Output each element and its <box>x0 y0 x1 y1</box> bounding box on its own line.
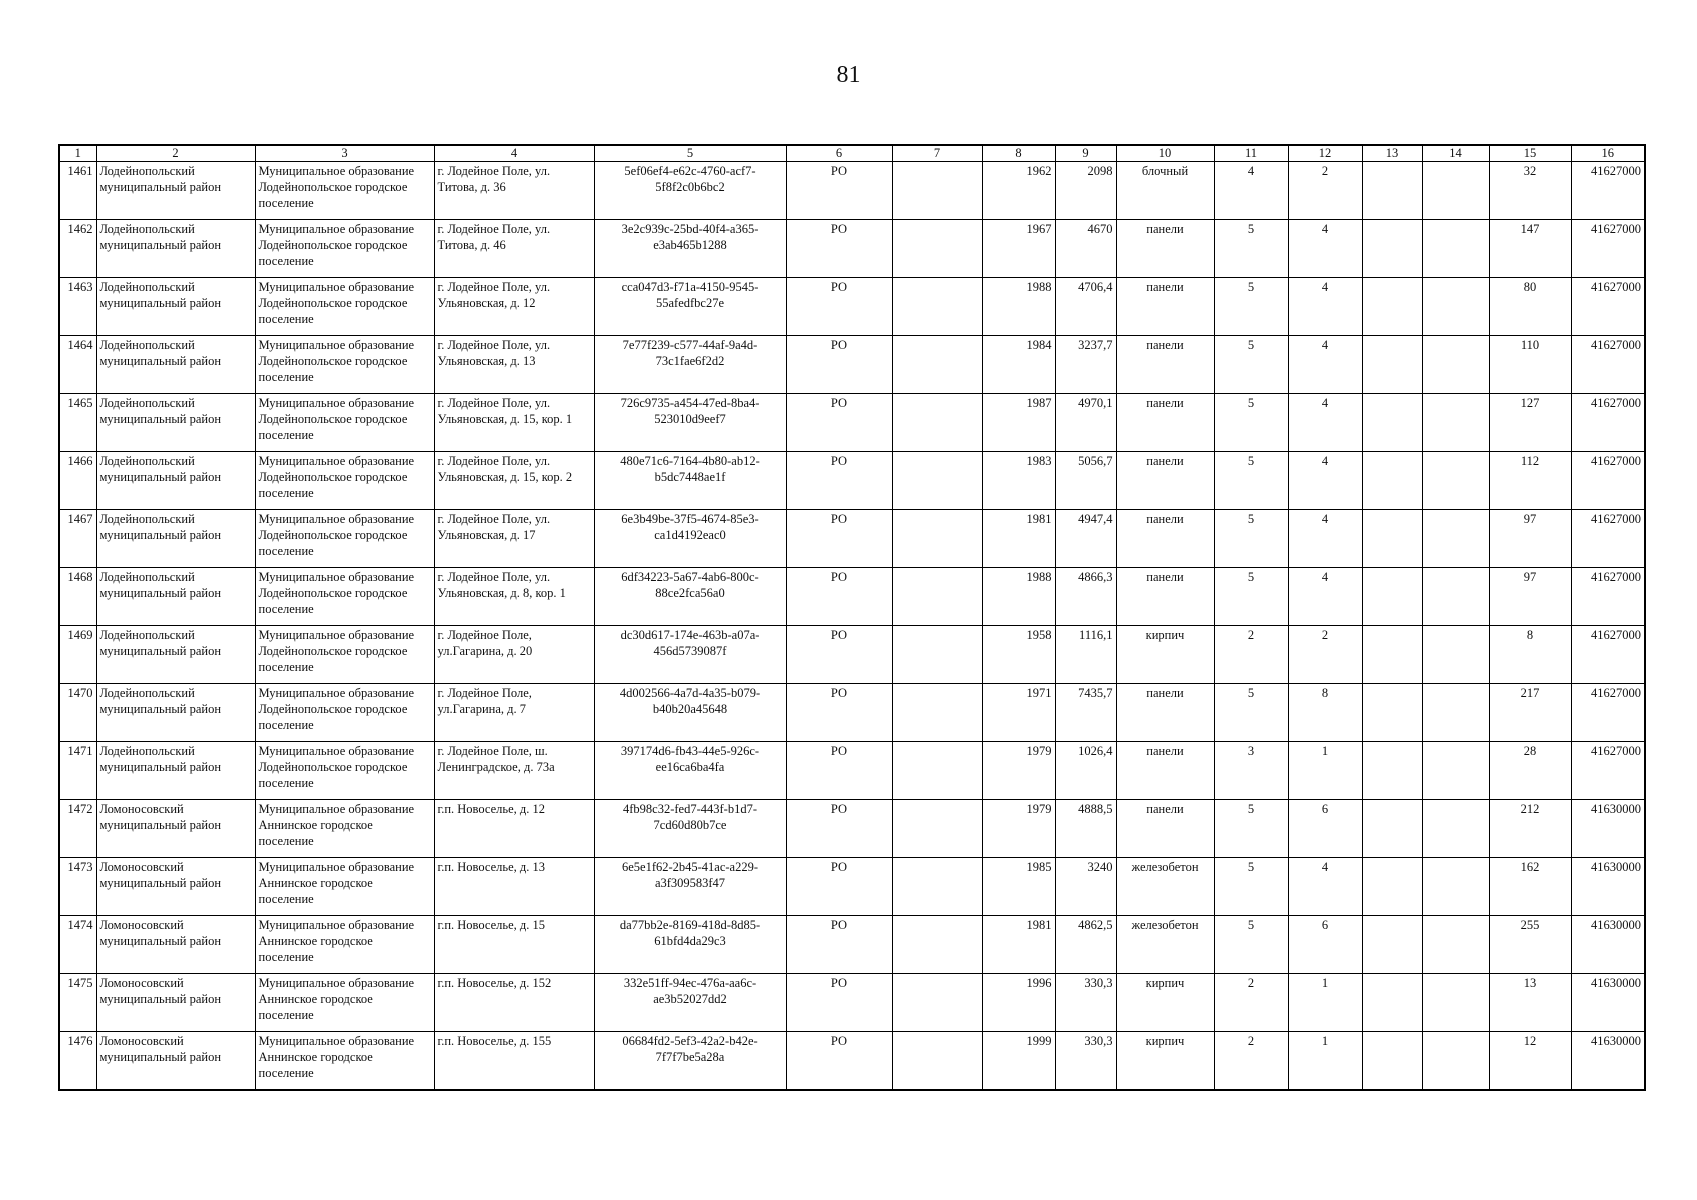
row-number-cell: 1466 <box>59 452 96 510</box>
column-13-cell <box>1362 684 1422 742</box>
row-number-cell: 1471 <box>59 742 96 800</box>
row-number-cell: 1474 <box>59 916 96 974</box>
wall-material-cell: панели <box>1116 220 1214 278</box>
area-cell: 4970,1 <box>1055 394 1116 452</box>
area-cell: 4670 <box>1055 220 1116 278</box>
municipality-cell: Муниципальное образование Лодейнопольское городское поселение <box>255 278 434 336</box>
address-cell: г.п. Новоселье, д. 15 <box>434 916 594 974</box>
area-cell: 2098 <box>1055 162 1116 220</box>
column-6-cell: РО <box>786 1032 892 1090</box>
column-6-cell: РО <box>786 916 892 974</box>
oktmo-cell: 41630000 <box>1571 974 1645 1032</box>
column-15-cell: 162 <box>1489 858 1571 916</box>
column-7-cell <box>892 394 982 452</box>
oktmo-cell: 41627000 <box>1571 510 1645 568</box>
address-cell: г. Лодейное Поле, ул. Ульяновская, д. 12 <box>434 278 594 336</box>
oktmo-cell: 41630000 <box>1571 916 1645 974</box>
column-14-cell <box>1422 858 1489 916</box>
oktmo-cell: 41627000 <box>1571 742 1645 800</box>
table-row <box>59 626 1645 684</box>
wall-material-cell: панели <box>1116 800 1214 858</box>
table-row <box>59 394 1645 452</box>
column-7-cell <box>892 162 982 220</box>
municipality-cell: Муниципальное образование Лодейнопольское городское поселение <box>255 568 434 626</box>
floors-cell: 5 <box>1214 684 1288 742</box>
wall-material-cell: панели <box>1116 336 1214 394</box>
column-6-cell: РО <box>786 568 892 626</box>
column-6-cell: РО <box>786 162 892 220</box>
row-number-cell: 1468 <box>59 568 96 626</box>
address-cell: г. Лодейное Поле, ул. Титова, д. 36 <box>434 162 594 220</box>
municipality-cell: Муниципальное образование Аннинское городское поселение <box>255 1032 434 1090</box>
column-15-cell: 127 <box>1489 394 1571 452</box>
year-cell: 1985 <box>982 858 1055 916</box>
municipality-cell: Муниципальное образование Аннинское городское поселение <box>255 800 434 858</box>
year-cell: 1988 <box>982 278 1055 336</box>
wall-material-cell: панели <box>1116 684 1214 742</box>
address-cell: г.п. Новоселье, д. 12 <box>434 800 594 858</box>
table-row <box>59 742 1645 800</box>
entrances-cell: 4 <box>1288 858 1362 916</box>
column-6-cell: РО <box>786 278 892 336</box>
column-header: 7 <box>892 145 982 162</box>
column-6-cell: РО <box>786 684 892 742</box>
column-14-cell <box>1422 1032 1489 1090</box>
guid-cell: 7e77f239-c577-44af-9a4d-73c1fae6f2d2 <box>594 336 786 394</box>
column-6-cell: РО <box>786 800 892 858</box>
row-number-cell: 1476 <box>59 1032 96 1090</box>
table-row <box>59 684 1645 742</box>
table-row <box>59 336 1645 394</box>
address-cell: г. Лодейное Поле, ул. Ульяновская, д. 15, кор. 1 <box>434 394 594 452</box>
area-cell: 330,3 <box>1055 1032 1116 1090</box>
column-header: 10 <box>1116 145 1214 162</box>
table-row <box>59 974 1645 1032</box>
year-cell: 1996 <box>982 974 1055 1032</box>
row-number-cell: 1472 <box>59 800 96 858</box>
entrances-cell: 4 <box>1288 336 1362 394</box>
column-7-cell <box>892 278 982 336</box>
column-14-cell <box>1422 394 1489 452</box>
row-number-cell: 1465 <box>59 394 96 452</box>
column-7-cell <box>892 336 982 394</box>
column-15-cell: 255 <box>1489 916 1571 974</box>
entrances-cell: 4 <box>1288 568 1362 626</box>
municipality-cell: Муниципальное образование Лодейнопольское городское поселение <box>255 684 434 742</box>
wall-material-cell: панели <box>1116 568 1214 626</box>
column-header: 12 <box>1288 145 1362 162</box>
column-6-cell: РО <box>786 742 892 800</box>
table-row <box>59 510 1645 568</box>
floors-cell: 2 <box>1214 626 1288 684</box>
column-number-row <box>59 145 1645 162</box>
column-6-cell: РО <box>786 974 892 1032</box>
district-cell: Лодейнопольский муниципальный район <box>96 336 255 394</box>
housing-registry-table <box>58 144 1646 1091</box>
year-cell: 1967 <box>982 220 1055 278</box>
guid-cell: 3e2c939c-25bd-40f4-a365-e3ab465b1288 <box>594 220 786 278</box>
floors-cell: 5 <box>1214 858 1288 916</box>
column-7-cell <box>892 510 982 568</box>
oktmo-cell: 41627000 <box>1571 626 1645 684</box>
floors-cell: 5 <box>1214 278 1288 336</box>
address-cell: г. Лодейное Поле, ш. Ленинградское, д. 73а <box>434 742 594 800</box>
entrances-cell: 6 <box>1288 916 1362 974</box>
area-cell: 4888,5 <box>1055 800 1116 858</box>
column-header: 6 <box>786 145 892 162</box>
floors-cell: 5 <box>1214 568 1288 626</box>
column-14-cell <box>1422 452 1489 510</box>
table-header <box>59 145 1645 162</box>
column-6-cell: РО <box>786 394 892 452</box>
oktmo-cell: 41627000 <box>1571 162 1645 220</box>
column-header: 15 <box>1489 145 1571 162</box>
column-14-cell <box>1422 510 1489 568</box>
column-header: 14 <box>1422 145 1489 162</box>
district-cell: Лодейнопольский муниципальный район <box>96 394 255 452</box>
area-cell: 5056,7 <box>1055 452 1116 510</box>
column-13-cell <box>1362 742 1422 800</box>
table-row <box>59 162 1645 220</box>
district-cell: Лодейнопольский муниципальный район <box>96 684 255 742</box>
column-13-cell <box>1362 278 1422 336</box>
table-row <box>59 452 1645 510</box>
guid-cell: 480e71c6-7164-4b80-ab12-b5dc7448ae1f <box>594 452 786 510</box>
column-15-cell: 32 <box>1489 162 1571 220</box>
oktmo-cell: 41627000 <box>1571 278 1645 336</box>
district-cell: Лодейнопольский муниципальный район <box>96 742 255 800</box>
column-header: 8 <box>982 145 1055 162</box>
column-6-cell: РО <box>786 626 892 684</box>
floors-cell: 5 <box>1214 916 1288 974</box>
table-body <box>59 162 1645 1090</box>
column-6-cell: РО <box>786 858 892 916</box>
area-cell: 4706,4 <box>1055 278 1116 336</box>
address-cell: г. Лодейное Поле, ул. Ульяновская, д. 15, кор. 2 <box>434 452 594 510</box>
column-header: 11 <box>1214 145 1288 162</box>
area-cell: 7435,7 <box>1055 684 1116 742</box>
area-cell: 4866,3 <box>1055 568 1116 626</box>
entrances-cell: 4 <box>1288 278 1362 336</box>
oktmo-cell: 41630000 <box>1571 858 1645 916</box>
oktmo-cell: 41627000 <box>1571 568 1645 626</box>
column-13-cell <box>1362 394 1422 452</box>
column-7-cell <box>892 626 982 684</box>
municipality-cell: Муниципальное образование Лодейнопольское городское поселение <box>255 510 434 568</box>
district-cell: Лодейнопольский муниципальный район <box>96 220 255 278</box>
column-15-cell: 28 <box>1489 742 1571 800</box>
year-cell: 1981 <box>982 916 1055 974</box>
entrances-cell: 4 <box>1288 510 1362 568</box>
guid-cell: 332e51ff-94ec-476a-aa6c-ae3b52027dd2 <box>594 974 786 1032</box>
table-row <box>59 568 1645 626</box>
floors-cell: 5 <box>1214 394 1288 452</box>
row-number-cell: 1467 <box>59 510 96 568</box>
column-13-cell <box>1362 220 1422 278</box>
row-number-cell: 1473 <box>59 858 96 916</box>
guid-cell: 4fb98c32-fed7-443f-b1d7-7cd60d80b7ce <box>594 800 786 858</box>
entrances-cell: 4 <box>1288 220 1362 278</box>
guid-cell: da77bb2e-8169-418d-8d85-61bfd4da29c3 <box>594 916 786 974</box>
column-7-cell <box>892 1032 982 1090</box>
column-14-cell <box>1422 916 1489 974</box>
table-row <box>59 278 1645 336</box>
page-number: 81 <box>836 62 861 88</box>
guid-cell: cca047d3-f71a-4150-9545-55afedfbc27e <box>594 278 786 336</box>
floors-cell: 5 <box>1214 336 1288 394</box>
table-row <box>59 1032 1645 1090</box>
guid-cell: 5ef06ef4-e62c-4760-acf7-5f8f2c0b6bc2 <box>594 162 786 220</box>
column-7-cell <box>892 220 982 278</box>
district-cell: Ломоносовский муниципальный район <box>96 1032 255 1090</box>
column-13-cell <box>1362 568 1422 626</box>
column-15-cell: 97 <box>1489 510 1571 568</box>
address-cell: г.п. Новоселье, д. 155 <box>434 1032 594 1090</box>
row-number-cell: 1470 <box>59 684 96 742</box>
row-number-cell: 1475 <box>59 974 96 1032</box>
entrances-cell: 4 <box>1288 394 1362 452</box>
wall-material-cell: панели <box>1116 278 1214 336</box>
guid-cell: 4d002566-4a7d-4a35-b079-b40b20a45648 <box>594 684 786 742</box>
column-13-cell <box>1362 336 1422 394</box>
row-number-cell: 1469 <box>59 626 96 684</box>
table-row <box>59 916 1645 974</box>
column-6-cell: РО <box>786 510 892 568</box>
municipality-cell: Муниципальное образование Аннинское городское поселение <box>255 858 434 916</box>
column-13-cell <box>1362 800 1422 858</box>
district-cell: Лодейнопольский муниципальный район <box>96 626 255 684</box>
column-15-cell: 12 <box>1489 1032 1571 1090</box>
guid-cell: 6e3b49be-37f5-4674-85e3-ca1d4192eac0 <box>594 510 786 568</box>
wall-material-cell: кирпич <box>1116 974 1214 1032</box>
floors-cell: 3 <box>1214 742 1288 800</box>
year-cell: 1987 <box>982 394 1055 452</box>
floors-cell: 2 <box>1214 974 1288 1032</box>
column-13-cell <box>1362 626 1422 684</box>
column-15-cell: 217 <box>1489 684 1571 742</box>
entrances-cell: 2 <box>1288 626 1362 684</box>
wall-material-cell: кирпич <box>1116 626 1214 684</box>
entrances-cell: 2 <box>1288 162 1362 220</box>
row-number-cell: 1462 <box>59 220 96 278</box>
column-7-cell <box>892 742 982 800</box>
district-cell: Лодейнопольский муниципальный район <box>96 162 255 220</box>
wall-material-cell: панели <box>1116 394 1214 452</box>
column-7-cell <box>892 858 982 916</box>
municipality-cell: Муниципальное образование Аннинское городское поселение <box>255 974 434 1032</box>
year-cell: 1983 <box>982 452 1055 510</box>
municipality-cell: Муниципальное образование Лодейнопольское городское поселение <box>255 394 434 452</box>
guid-cell: 726c9735-a454-47ed-8ba4-523010d9eef7 <box>594 394 786 452</box>
wall-material-cell: блочный <box>1116 162 1214 220</box>
table-row <box>59 858 1645 916</box>
oktmo-cell: 41627000 <box>1571 336 1645 394</box>
year-cell: 1981 <box>982 510 1055 568</box>
column-6-cell: РО <box>786 220 892 278</box>
column-14-cell <box>1422 684 1489 742</box>
column-15-cell: 8 <box>1489 626 1571 684</box>
district-cell: Лодейнопольский муниципальный район <box>96 510 255 568</box>
column-13-cell <box>1362 510 1422 568</box>
address-cell: г. Лодейное Поле, ул.Гагарина, д. 7 <box>434 684 594 742</box>
column-header: 5 <box>594 145 786 162</box>
floors-cell: 5 <box>1214 452 1288 510</box>
guid-cell: 6e5e1f62-2b45-41ac-a229-a3f309583f47 <box>594 858 786 916</box>
column-7-cell <box>892 452 982 510</box>
address-cell: г. Лодейное Поле, ул. Титова, д. 46 <box>434 220 594 278</box>
year-cell: 1962 <box>982 162 1055 220</box>
oktmo-cell: 41630000 <box>1571 800 1645 858</box>
wall-material-cell: кирпич <box>1116 1032 1214 1090</box>
district-cell: Ломоносовский муниципальный район <box>96 800 255 858</box>
column-header: 1 <box>59 145 96 162</box>
column-15-cell: 110 <box>1489 336 1571 394</box>
column-15-cell: 80 <box>1489 278 1571 336</box>
floors-cell: 5 <box>1214 220 1288 278</box>
column-header: 16 <box>1571 145 1645 162</box>
oktmo-cell: 41627000 <box>1571 220 1645 278</box>
area-cell: 4862,5 <box>1055 916 1116 974</box>
address-cell: г. Лодейное Поле, ул. Ульяновская, д. 8, кор. 1 <box>434 568 594 626</box>
column-6-cell: РО <box>786 452 892 510</box>
wall-material-cell: панели <box>1116 510 1214 568</box>
column-7-cell <box>892 974 982 1032</box>
column-13-cell <box>1362 858 1422 916</box>
area-cell: 3240 <box>1055 858 1116 916</box>
municipality-cell: Муниципальное образование Лодейнопольское городское поселение <box>255 336 434 394</box>
area-cell: 1026,4 <box>1055 742 1116 800</box>
row-number-cell: 1464 <box>59 336 96 394</box>
column-13-cell <box>1362 452 1422 510</box>
column-header: 4 <box>434 145 594 162</box>
row-number-cell: 1463 <box>59 278 96 336</box>
entrances-cell: 6 <box>1288 800 1362 858</box>
column-13-cell <box>1362 162 1422 220</box>
column-15-cell: 147 <box>1489 220 1571 278</box>
address-cell: г. Лодейное Поле, ул. Ульяновская, д. 13 <box>434 336 594 394</box>
column-header: 2 <box>96 145 255 162</box>
oktmo-cell: 41630000 <box>1571 1032 1645 1090</box>
column-14-cell <box>1422 800 1489 858</box>
area-cell: 3237,7 <box>1055 336 1116 394</box>
floors-cell: 4 <box>1214 162 1288 220</box>
guid-cell: 6df34223-5a67-4ab6-800c-88ce2fca56a0 <box>594 568 786 626</box>
entrances-cell: 1 <box>1288 1032 1362 1090</box>
year-cell: 1984 <box>982 336 1055 394</box>
district-cell: Лодейнопольский муниципальный район <box>96 278 255 336</box>
oktmo-cell: 41627000 <box>1571 684 1645 742</box>
floors-cell: 5 <box>1214 800 1288 858</box>
wall-material-cell: панели <box>1116 742 1214 800</box>
table-row <box>59 220 1645 278</box>
column-14-cell <box>1422 974 1489 1032</box>
year-cell: 1958 <box>982 626 1055 684</box>
municipality-cell: Муниципальное образование Лодейнопольское городское поселение <box>255 162 434 220</box>
floors-cell: 5 <box>1214 510 1288 568</box>
year-cell: 1988 <box>982 568 1055 626</box>
district-cell: Ломоносовский муниципальный район <box>96 974 255 1032</box>
column-14-cell <box>1422 278 1489 336</box>
column-14-cell <box>1422 336 1489 394</box>
address-cell: г.п. Новоселье, д. 152 <box>434 974 594 1032</box>
column-13-cell <box>1362 974 1422 1032</box>
district-cell: Ломоносовский муниципальный район <box>96 858 255 916</box>
column-7-cell <box>892 800 982 858</box>
wall-material-cell: панели <box>1116 452 1214 510</box>
row-number-cell: 1461 <box>59 162 96 220</box>
column-header: 13 <box>1362 145 1422 162</box>
column-15-cell: 112 <box>1489 452 1571 510</box>
district-cell: Лодейнопольский муниципальный район <box>96 452 255 510</box>
entrances-cell: 4 <box>1288 452 1362 510</box>
entrances-cell: 1 <box>1288 742 1362 800</box>
year-cell: 1979 <box>982 800 1055 858</box>
column-15-cell: 212 <box>1489 800 1571 858</box>
address-cell: г.п. Новоселье, д. 13 <box>434 858 594 916</box>
column-7-cell <box>892 568 982 626</box>
table-row <box>59 800 1645 858</box>
column-header: 9 <box>1055 145 1116 162</box>
municipality-cell: Муниципальное образование Лодейнопольское городское поселение <box>255 626 434 684</box>
municipality-cell: Муниципальное образование Аннинское городское поселение <box>255 916 434 974</box>
municipality-cell: Муниципальное образование Лодейнопольское городское поселение <box>255 220 434 278</box>
year-cell: 1999 <box>982 1032 1055 1090</box>
address-cell: г. Лодейное Поле, ул.Гагарина, д. 20 <box>434 626 594 684</box>
area-cell: 1116,1 <box>1055 626 1116 684</box>
municipality-cell: Муниципальное образование Лодейнопольское городское поселение <box>255 452 434 510</box>
column-6-cell: РО <box>786 336 892 394</box>
column-14-cell <box>1422 162 1489 220</box>
column-14-cell <box>1422 626 1489 684</box>
column-14-cell <box>1422 568 1489 626</box>
floors-cell: 2 <box>1214 1032 1288 1090</box>
column-header: 3 <box>255 145 434 162</box>
oktmo-cell: 41627000 <box>1571 452 1645 510</box>
wall-material-cell: железобетон <box>1116 916 1214 974</box>
address-cell: г. Лодейное Поле, ул. Ульяновская, д. 17 <box>434 510 594 568</box>
area-cell: 330,3 <box>1055 974 1116 1032</box>
column-13-cell <box>1362 916 1422 974</box>
municipality-cell: Муниципальное образование Лодейнопольское городское поселение <box>255 742 434 800</box>
column-13-cell <box>1362 1032 1422 1090</box>
column-7-cell <box>892 684 982 742</box>
oktmo-cell: 41627000 <box>1571 394 1645 452</box>
entrances-cell: 1 <box>1288 974 1362 1032</box>
guid-cell: dc30d617-174e-463b-a07a-456d5739087f <box>594 626 786 684</box>
guid-cell: 397174d6-fb43-44e5-926c-ee16ca6ba4fa <box>594 742 786 800</box>
district-cell: Ломоносовский муниципальный район <box>96 916 255 974</box>
column-14-cell <box>1422 742 1489 800</box>
year-cell: 1979 <box>982 742 1055 800</box>
district-cell: Лодейнопольский муниципальный район <box>96 568 255 626</box>
wall-material-cell: железобетон <box>1116 858 1214 916</box>
entrances-cell: 8 <box>1288 684 1362 742</box>
column-15-cell: 97 <box>1489 568 1571 626</box>
column-7-cell <box>892 916 982 974</box>
column-14-cell <box>1422 220 1489 278</box>
column-15-cell: 13 <box>1489 974 1571 1032</box>
guid-cell: 06684fd2-5ef3-42a2-b42e-7f7f7be5a28a <box>594 1032 786 1090</box>
area-cell: 4947,4 <box>1055 510 1116 568</box>
year-cell: 1971 <box>982 684 1055 742</box>
